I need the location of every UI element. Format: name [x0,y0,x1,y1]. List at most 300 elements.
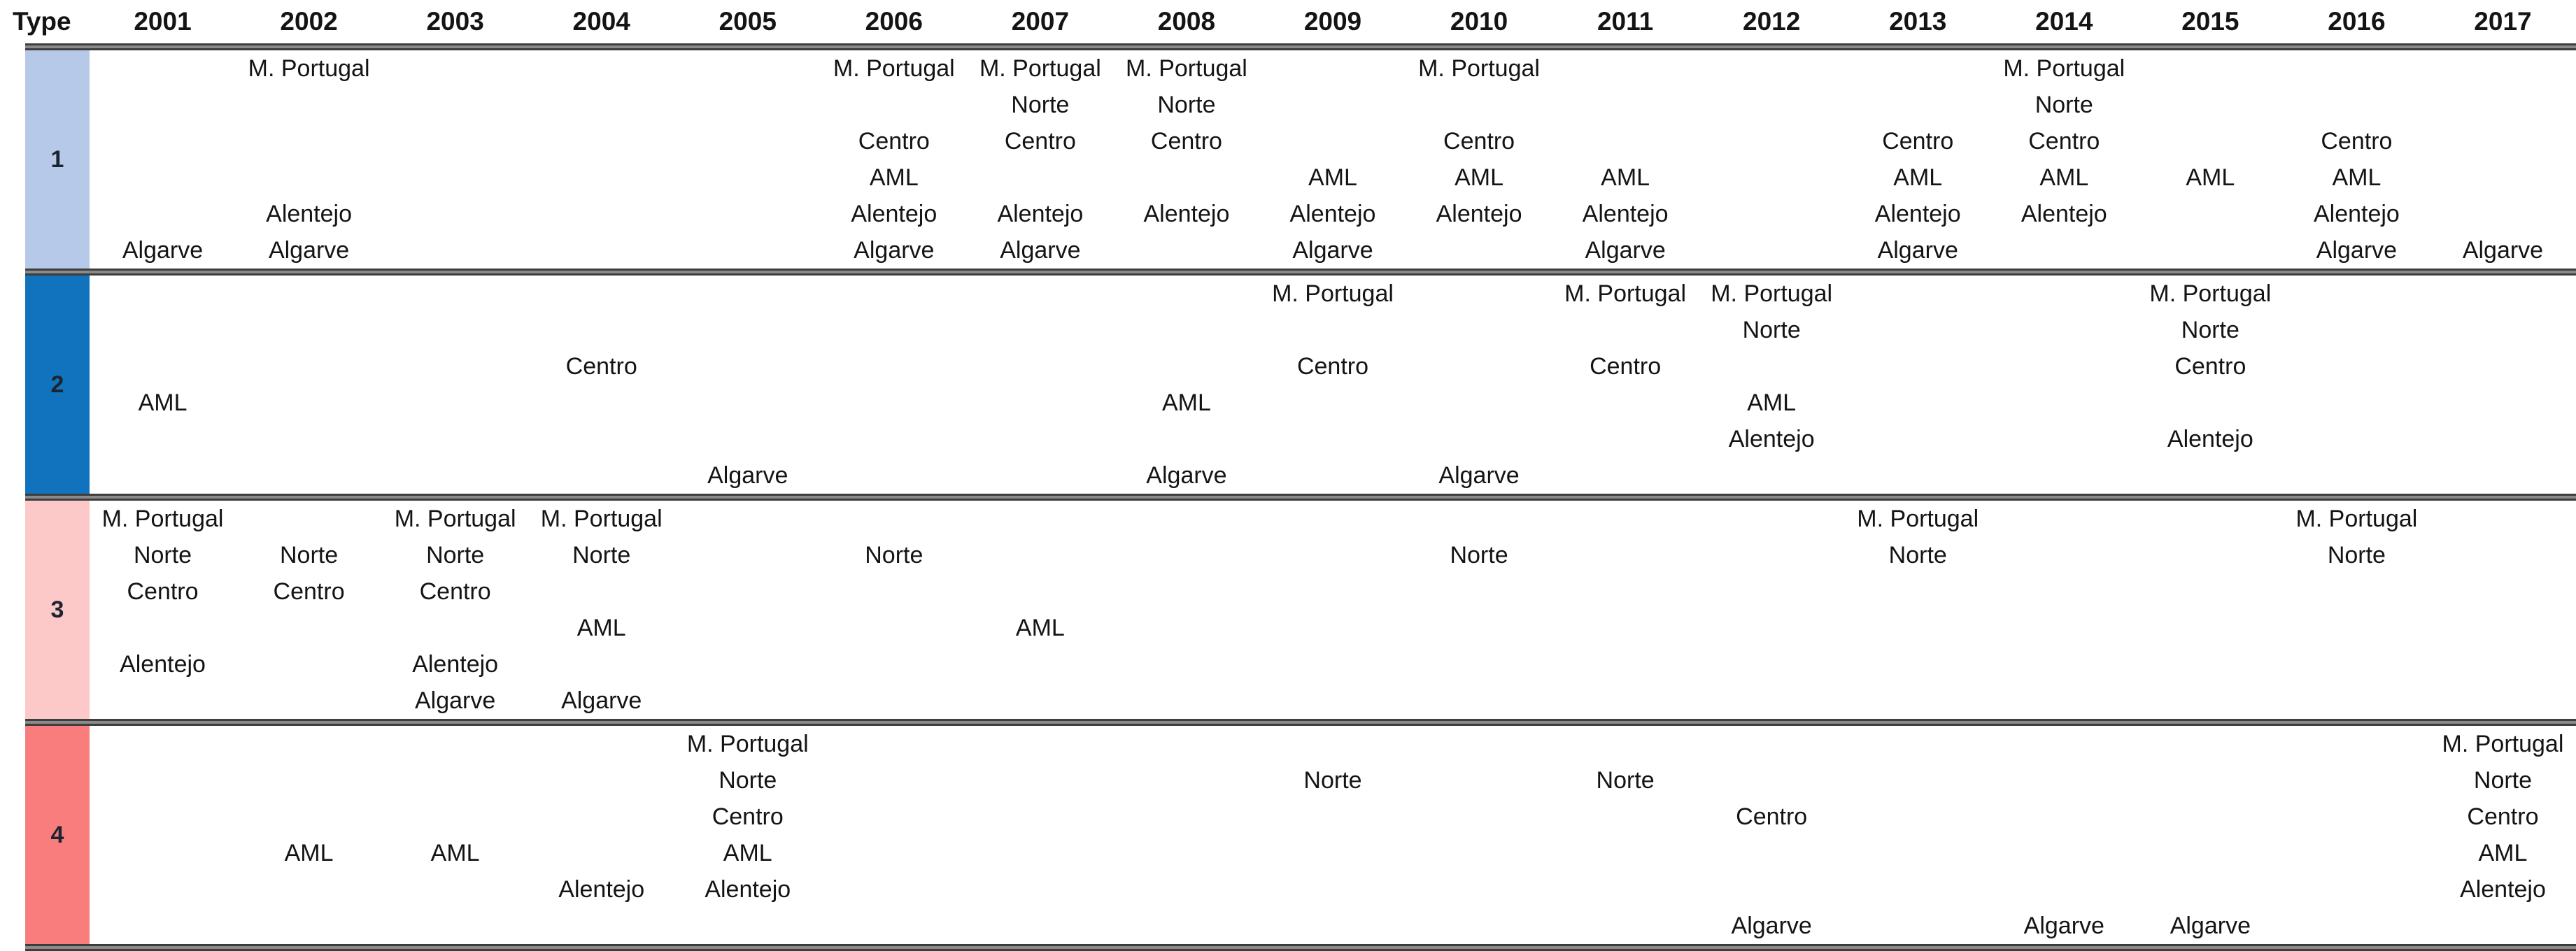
region-label [1113,682,1259,719]
cell-type3-2015 [2137,501,2284,719]
year-header-2008: 2008 [1157,7,1216,36]
region-label [967,537,1113,573]
type-row-4 [25,726,2576,944]
region-label [1552,457,1699,494]
region-label [821,276,967,312]
region-label: Alentejo [851,201,937,227]
region-label [1259,537,1406,573]
region-label [1991,573,2137,610]
region-label: Norte [2181,317,2239,343]
region-label [2137,196,2284,232]
region-label [1699,348,1845,385]
region-label [821,348,967,385]
region-label [382,159,528,196]
region-label [1699,726,1845,762]
region-label: Centro [1004,128,1076,155]
region-label [674,123,821,159]
region-label [1991,312,2137,348]
cell-type2-2007 [967,276,1113,494]
region-label: Alentejo [1143,201,1230,227]
region-label: Norte [2327,542,2386,569]
region-label [2430,348,2576,385]
region-label [1845,573,1991,610]
region-label [236,762,382,799]
cell-type2-2003 [382,276,528,494]
region-label: M. Portugal [686,731,809,757]
region-label [236,159,382,196]
region-label: M. Portugal [979,55,1101,82]
cell-type2-2014 [1991,276,2137,494]
region-label [382,610,528,646]
region-label: Norte [719,767,777,794]
region-label: Alentejo [1436,201,1522,227]
region-label [674,646,821,682]
region-label [1552,610,1699,646]
region-label [2284,87,2430,123]
region-label: Algarve [1438,462,1520,489]
region-label [90,871,236,908]
cell-type4-2017 [2430,726,2576,944]
region-label: M. Portugal [248,55,370,82]
region-label [1845,871,1991,908]
region-label [1259,871,1406,908]
cell-type1-2005 [674,50,821,269]
region-label [528,159,674,196]
region-label: AML [723,840,772,866]
region-label: Algarve [707,462,788,489]
cell-type2-2017 [2430,276,2576,494]
region-label: Centro [2467,803,2539,830]
region-label: Algarve [1000,237,1081,264]
region-label [2284,835,2430,871]
row-rule [25,944,2576,951]
region-label [2430,537,2576,573]
type-row-1 [25,50,2576,269]
region-label: M. Portugal [2003,55,2125,82]
type-row-2 [25,276,2576,494]
cell-type4-2016 [2284,726,2430,944]
region-label [674,232,821,269]
region-label [1845,421,1991,457]
region-label [967,159,1113,196]
region-label [821,457,967,494]
region-label [236,501,382,537]
cell-type3-2012 [1699,501,1845,719]
region-label: Centro [1882,128,1954,155]
region-label: Algarve [1292,237,1373,264]
region-label [90,123,236,159]
region-label [2430,908,2576,944]
region-label [90,159,236,196]
region-label [2137,123,2284,159]
region-label [967,312,1113,348]
region-label [1552,501,1699,537]
type-label-4: 4 [25,726,90,944]
region-label [1699,196,1845,232]
region-label [236,799,382,835]
region-label [1699,159,1845,196]
region-label [1259,610,1406,646]
region-label [1113,573,1259,610]
region-label [674,385,821,421]
region-label [2430,610,2576,646]
region-label [528,457,674,494]
region-label: AML [1893,164,1943,191]
region-label: Norte [426,542,485,569]
region-label [967,871,1113,908]
region-label [90,799,236,835]
region-label [2137,457,2284,494]
region-label [2137,726,2284,762]
region-label [674,196,821,232]
region-label: Algarve [2316,237,2398,264]
region-label [1552,537,1699,573]
cell-type1-2008 [1113,50,1259,269]
region-label: Centro [858,128,930,155]
region-label [821,610,967,646]
region-label: Alentejo [705,876,791,903]
region-label [2137,501,2284,537]
region-label [236,682,382,719]
region-label [1259,421,1406,457]
region-label: Algarve [1877,237,1958,264]
year-header-2010: 2010 [1450,7,1508,36]
region-label [1991,646,2137,682]
region-label [2137,799,2284,835]
region-label [2284,50,2430,87]
region-label [528,421,674,457]
cell-type3-2010 [1406,501,1552,719]
cell-type1-2004 [528,50,674,269]
region-label [2430,87,2576,123]
region-label [1845,610,1991,646]
region-label: AML [2039,164,2089,191]
year-header-2007: 2007 [1011,7,1070,36]
region-label [528,573,674,610]
region-label: Algarve [2023,913,2104,939]
cell-type2-2005 [674,276,821,494]
region-label [821,385,967,421]
region-label: Alentejo [412,651,499,678]
cell-type2-2001 [90,276,236,494]
region-label [1991,799,2137,835]
region-label [1552,312,1699,348]
region-label [1259,457,1406,494]
region-label [2430,646,2576,682]
region-label [382,799,528,835]
region-label [382,123,528,159]
region-label [674,159,821,196]
cell-type1-2002 [236,50,382,269]
region-label: M. Portugal [1564,280,1687,307]
year-header-2011: 2011 [1597,7,1654,36]
region-label [528,799,674,835]
region-label [1552,87,1699,123]
cell-type4-2011 [1552,726,1699,944]
region-label [674,276,821,312]
region-label [1406,276,1552,312]
year-header-2017: 2017 [2474,7,2532,36]
cell-type3-2004 [528,501,674,719]
year-header-2014: 2014 [2035,7,2093,36]
cell-type2-2015 [2137,276,2284,494]
cell-type4-2009 [1259,726,1406,944]
region-label: M. Portugal [833,55,955,82]
region-label [1991,682,2137,719]
cell-type3-2016 [2284,501,2430,719]
region-label [1991,835,2137,871]
region-label [1845,835,1991,871]
region-label [2137,385,2284,421]
row-rule [25,494,2576,501]
cell-type1-2003 [382,50,528,269]
type-column-header: Type [13,7,71,36]
region-label [1699,573,1845,610]
cell-type2-2006 [821,276,967,494]
region-label [1845,682,1991,719]
region-label [1259,87,1406,123]
region-label: AML [2478,840,2528,866]
region-label: Centro [273,578,345,605]
cell-type4-2006 [821,726,967,944]
region-label [1991,537,2137,573]
region-label [1406,87,1552,123]
region-label [2430,159,2576,196]
region-label [1845,799,1991,835]
region-label [1845,762,1991,799]
region-label [236,312,382,348]
region-label [528,646,674,682]
region-label [1406,799,1552,835]
region-label [1552,385,1699,421]
region-label [236,348,382,385]
region-label: Centro [127,578,199,605]
region-label [1113,610,1259,646]
cell-type1-2006 [821,50,967,269]
cell-type4-2013 [1845,726,1991,944]
region-label [90,726,236,762]
type-label-3: 3 [25,501,90,719]
region-label: Algarve [415,687,496,714]
region-label: Alentejo [266,201,353,227]
region-label [1113,646,1259,682]
region-label [90,762,236,799]
region-label [1113,762,1259,799]
region-label [674,421,821,457]
region-label: Norte [1011,92,1070,118]
region-label [1699,123,1845,159]
region-label: Algarve [1585,237,1666,264]
region-label [1699,835,1845,871]
region-label [528,835,674,871]
region-label: M. Portugal [2149,280,2272,307]
region-label: Alentejo [2313,201,2400,227]
region-label [674,610,821,646]
region-label [674,573,821,610]
region-label [1406,232,1552,269]
region-label [821,835,967,871]
region-label [1406,385,1552,421]
region-label [821,682,967,719]
region-label: Alentejo [1582,201,1669,227]
region-label: Centro [712,803,784,830]
region-label [382,87,528,123]
region-label [1113,159,1259,196]
year-header-2001: 2001 [134,7,192,36]
region-label [2137,646,2284,682]
region-label [967,385,1113,421]
region-label: AML [138,389,187,416]
region-label [1113,908,1259,944]
region-label [1845,50,1991,87]
region-label [528,385,674,421]
region-label [382,50,528,87]
region-label [528,123,674,159]
region-label [1113,871,1259,908]
region-label [1259,312,1406,348]
region-label: M. Portugal [1857,506,1979,532]
cell-type4-2014 [1991,726,2137,944]
region-label [821,646,967,682]
region-label [2430,312,2576,348]
region-label [382,908,528,944]
region-label [967,762,1113,799]
region-label [1845,312,1991,348]
region-label [1991,385,2137,421]
region-label [1845,348,1991,385]
cell-type4-2008 [1113,726,1259,944]
cell-type3-2001 [90,501,236,719]
region-label [1845,646,1991,682]
region-label [821,312,967,348]
region-label [821,421,967,457]
region-label: Alentejo [558,876,645,903]
region-label: Norte [572,542,631,569]
region-label [90,87,236,123]
region-label [967,457,1113,494]
row-rule [25,719,2576,726]
region-label [382,232,528,269]
region-label [236,871,382,908]
region-label [1259,726,1406,762]
region-label [1113,726,1259,762]
region-label [90,348,236,385]
region-label [1991,501,2137,537]
region-label [1406,348,1552,385]
region-label [1406,573,1552,610]
cell-type3-2009 [1259,501,1406,719]
year-header-2015: 2015 [2181,7,2239,36]
region-label [1113,232,1259,269]
region-label: AML [869,164,919,191]
region-label [1845,908,1991,944]
region-label: AML [1161,389,1211,416]
region-label: M. Portugal [540,506,663,532]
cell-type3-2013 [1845,501,1991,719]
region-label [528,196,674,232]
region-label [967,682,1113,719]
region-label [1113,312,1259,348]
region-label [236,908,382,944]
region-label [2284,421,2430,457]
region-label [1259,682,1406,719]
region-label [1991,610,2137,646]
region-label: Norte [280,542,339,569]
cell-type1-2015 [2137,50,2284,269]
cell-type3-2002 [236,501,382,719]
region-label [382,385,528,421]
region-label: Norte [1157,92,1216,118]
region-label [1259,908,1406,944]
region-label [2284,682,2430,719]
region-label: Norte [1596,767,1655,794]
region-label: Algarve [561,687,642,714]
region-label: AML [2332,164,2382,191]
region-label [1699,457,1845,494]
cell-type4-2005 [674,726,821,944]
region-label [674,501,821,537]
year-header-2012: 2012 [1743,7,1801,36]
cell-type3-2008 [1113,501,1259,719]
region-label [1113,835,1259,871]
region-label [1991,276,2137,312]
region-label: Algarve [1731,913,1812,939]
region-label [1113,799,1259,835]
region-label [674,908,821,944]
region-label [528,232,674,269]
year-header-2016: 2016 [2328,7,2386,36]
region-label [2137,762,2284,799]
region-label [382,348,528,385]
region-label [821,726,967,762]
region-label [1845,726,1991,762]
region-label [1699,610,1845,646]
region-label [382,196,528,232]
cell-type1-2013 [1845,50,1991,269]
region-label [2430,457,2576,494]
region-label [1699,646,1845,682]
region-label [1552,421,1699,457]
region-label [1406,682,1552,719]
row-rule [25,269,2576,276]
region-label: Centro [2028,128,2100,155]
cell-type4-2010 [1406,726,1552,944]
region-label [236,726,382,762]
region-label [1259,50,1406,87]
year-header-2003: 2003 [426,7,484,36]
region-label [236,421,382,457]
region-label [236,610,382,646]
region-label [1845,87,1991,123]
type-row-3 [25,501,2576,719]
region-label [2284,646,2430,682]
region-label [90,682,236,719]
header-row [13,0,2576,43]
cell-type2-2013 [1845,276,1991,494]
region-label [1552,646,1699,682]
region-label [1991,457,2137,494]
region-label [821,501,967,537]
region-label [967,348,1113,385]
cell-type2-2012 [1699,276,1845,494]
cell-type1-2007 [967,50,1113,269]
region-label: AML [2186,164,2235,191]
cell-type2-2011 [1552,276,1699,494]
region-label: Norte [133,542,192,569]
cell-type2-2010 [1406,276,1552,494]
region-label [1991,726,2137,762]
region-label [1845,385,1991,421]
